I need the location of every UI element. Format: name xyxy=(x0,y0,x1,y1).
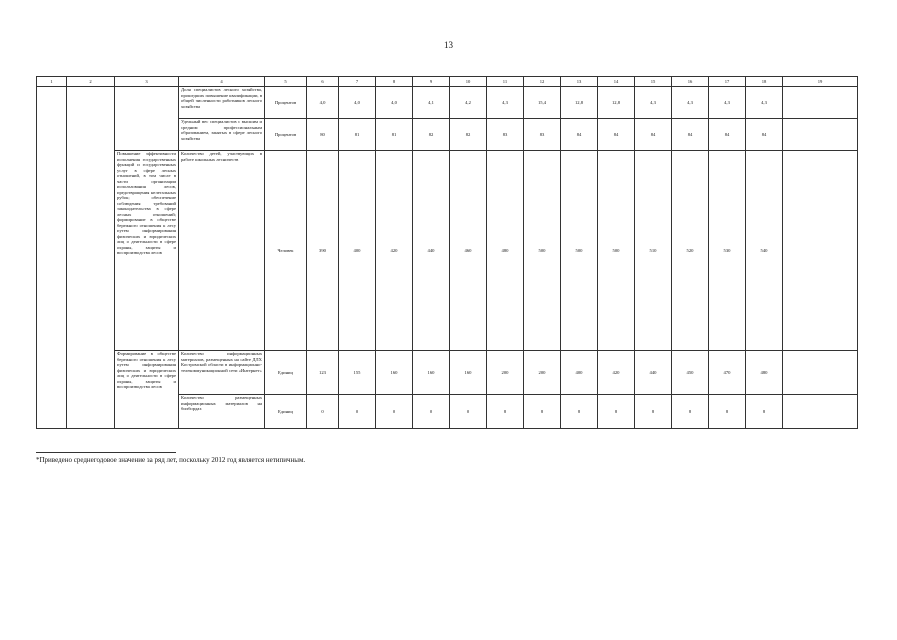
indicator-cell: Доля специалистов лесного хозяйства, прошедших повышение квалификации, в общей численности работников лесного хозяйства xyxy=(179,87,265,119)
value-cell: 160 xyxy=(450,351,487,395)
value-cell: 4,3 xyxy=(709,87,746,119)
header-cell: 13 xyxy=(561,77,598,87)
value-cell: 540 xyxy=(746,151,783,351)
header-cell: 19 xyxy=(783,77,858,87)
header-cell: 9 xyxy=(413,77,450,87)
indicators-table xyxy=(36,76,858,429)
value-cell: 400 xyxy=(561,351,598,395)
value-cell: 520 xyxy=(672,151,709,351)
value-cell: 84 xyxy=(561,119,598,151)
value-cell: 4,3 xyxy=(487,87,524,119)
value-cell: 82 xyxy=(413,119,450,151)
col2-cell xyxy=(67,87,115,429)
indicator-cell: Количество детей, участвующих в работе школьных лесничеств xyxy=(179,151,265,351)
indicator-cell: Удельный вес специалистов с высшим и средним профессиональным образованием, занятых в сфере лесного хозяйства xyxy=(179,119,265,151)
value-cell: 15,4 xyxy=(524,87,561,119)
value-cell: 0 xyxy=(339,395,376,429)
unit-cell: Единиц xyxy=(265,395,307,429)
value-cell: 160 xyxy=(376,351,413,395)
value-cell: 12,8 xyxy=(561,87,598,119)
value-cell: 8 xyxy=(635,395,672,429)
value-cell: 12,8 xyxy=(598,87,635,119)
value-cell: 0 xyxy=(413,395,450,429)
table-row xyxy=(37,87,858,119)
table-row xyxy=(37,351,858,395)
unit-cell: Процентов xyxy=(265,119,307,151)
value-cell: 0 xyxy=(376,395,413,429)
col19-cell xyxy=(783,87,858,119)
header-cell: 3 xyxy=(115,77,179,87)
header-cell: 5 xyxy=(265,77,307,87)
value-cell: 8 xyxy=(561,395,598,429)
value-cell: 4,3 xyxy=(672,87,709,119)
value-cell: 390 xyxy=(307,151,339,351)
unit-cell: Процентов xyxy=(265,87,307,119)
value-cell: 8 xyxy=(524,395,561,429)
value-cell: 4,0 xyxy=(339,87,376,119)
value-cell: 4,3 xyxy=(635,87,672,119)
col19-cell xyxy=(783,151,858,351)
footnote: *Приведено среднегодовое значение за ряд лет, поскольку 2012 год является нетипичным. xyxy=(36,456,306,464)
value-cell: 81 xyxy=(339,119,376,151)
value-cell: 155 xyxy=(339,351,376,395)
value-cell: 4,1 xyxy=(413,87,450,119)
value-cell: 440 xyxy=(635,351,672,395)
value-cell: 440 xyxy=(413,151,450,351)
header-cell: 11 xyxy=(487,77,524,87)
value-cell: 460 xyxy=(450,151,487,351)
value-cell: 400 xyxy=(339,151,376,351)
task-cell xyxy=(115,87,179,151)
header-cell: 10 xyxy=(450,77,487,87)
value-cell: 200 xyxy=(487,351,524,395)
value-cell: 200 xyxy=(524,351,561,395)
header-cell: 6 xyxy=(307,77,339,87)
value-cell: 500 xyxy=(524,151,561,351)
value-cell: 510 xyxy=(635,151,672,351)
value-cell: 8 xyxy=(709,395,746,429)
footnote-rule xyxy=(36,452,176,453)
header-cell: 4 xyxy=(179,77,265,87)
value-cell: 84 xyxy=(635,119,672,151)
header-cell: 8 xyxy=(376,77,413,87)
indicator-cell: Количество информационных материалов, размещенных на сайте ДЛХ Костромской области в информационно-телекоммуникационной сети «Интернет» xyxy=(179,351,265,395)
header-cell: 14 xyxy=(598,77,635,87)
header-cell: 7 xyxy=(339,77,376,87)
value-cell: 82 xyxy=(450,119,487,151)
value-cell: 480 xyxy=(746,351,783,395)
page-number: 13 xyxy=(444,40,453,50)
value-cell: 160 xyxy=(413,351,450,395)
value-cell: 8 xyxy=(672,395,709,429)
col19-cell xyxy=(783,119,858,151)
table-row xyxy=(37,151,858,351)
value-cell: 8 xyxy=(598,395,635,429)
unit-cell: Единиц xyxy=(265,351,307,395)
value-cell: 0 xyxy=(307,395,339,429)
value-cell: 0 xyxy=(450,395,487,429)
header-cell: 12 xyxy=(524,77,561,87)
header-cell: 18 xyxy=(746,77,783,87)
header-cell: 2 xyxy=(67,77,115,87)
col19-cell xyxy=(783,395,858,429)
value-cell: 84 xyxy=(709,119,746,151)
value-cell: 81 xyxy=(376,119,413,151)
value-cell: 450 xyxy=(672,351,709,395)
value-cell: 83 xyxy=(487,119,524,151)
value-cell: 84 xyxy=(598,119,635,151)
value-cell: 4,0 xyxy=(376,87,413,119)
indicator-cell: Количество размещенных информационных материалов на билбордах xyxy=(179,395,265,429)
header-cell: 17 xyxy=(709,77,746,87)
value-cell: 8 xyxy=(746,395,783,429)
value-cell: 83 xyxy=(524,119,561,151)
task-cell: Формирование в обществе бережного отношения к лесу путем информирования физических и юридических лиц о деятельности в сфере охраны, защиты и воспроизводства лесов xyxy=(115,351,179,429)
header-cell: 15 xyxy=(635,77,672,87)
col19-cell xyxy=(783,351,858,395)
value-cell: 420 xyxy=(376,151,413,351)
value-cell: 530 xyxy=(709,151,746,351)
header-row xyxy=(37,77,858,87)
value-cell: 84 xyxy=(746,119,783,151)
task-cell: Повышение эффективности исполнения государственных функций и государственных услуг в сфере лесных отношений, в том числе в части организации использования лесов, предотвращения нелегальных рубок; обеспечение соблюдения требований законодательства в сфере лесных отношений; формирование в обществе бережного отношения к лесу путем информирования физических и юридических лиц о деятельности в сфере охраны, защиты и воспроизводства лесов xyxy=(115,151,179,351)
value-cell: 84 xyxy=(672,119,709,151)
value-cell: 480 xyxy=(487,151,524,351)
col1-cell xyxy=(37,87,67,429)
value-cell: 420 xyxy=(598,351,635,395)
value-cell: 470 xyxy=(709,351,746,395)
value-cell: 4,3 xyxy=(746,87,783,119)
value-cell: 123 xyxy=(307,351,339,395)
value-cell: 8 xyxy=(487,395,524,429)
value-cell: 500 xyxy=(598,151,635,351)
unit-cell: Человек xyxy=(265,151,307,351)
value-cell: 4,2 xyxy=(450,87,487,119)
value-cell: 80 xyxy=(307,119,339,151)
header-cell: 16 xyxy=(672,77,709,87)
header-cell: 1 xyxy=(37,77,67,87)
value-cell: 500 xyxy=(561,151,598,351)
value-cell: 4,0 xyxy=(307,87,339,119)
